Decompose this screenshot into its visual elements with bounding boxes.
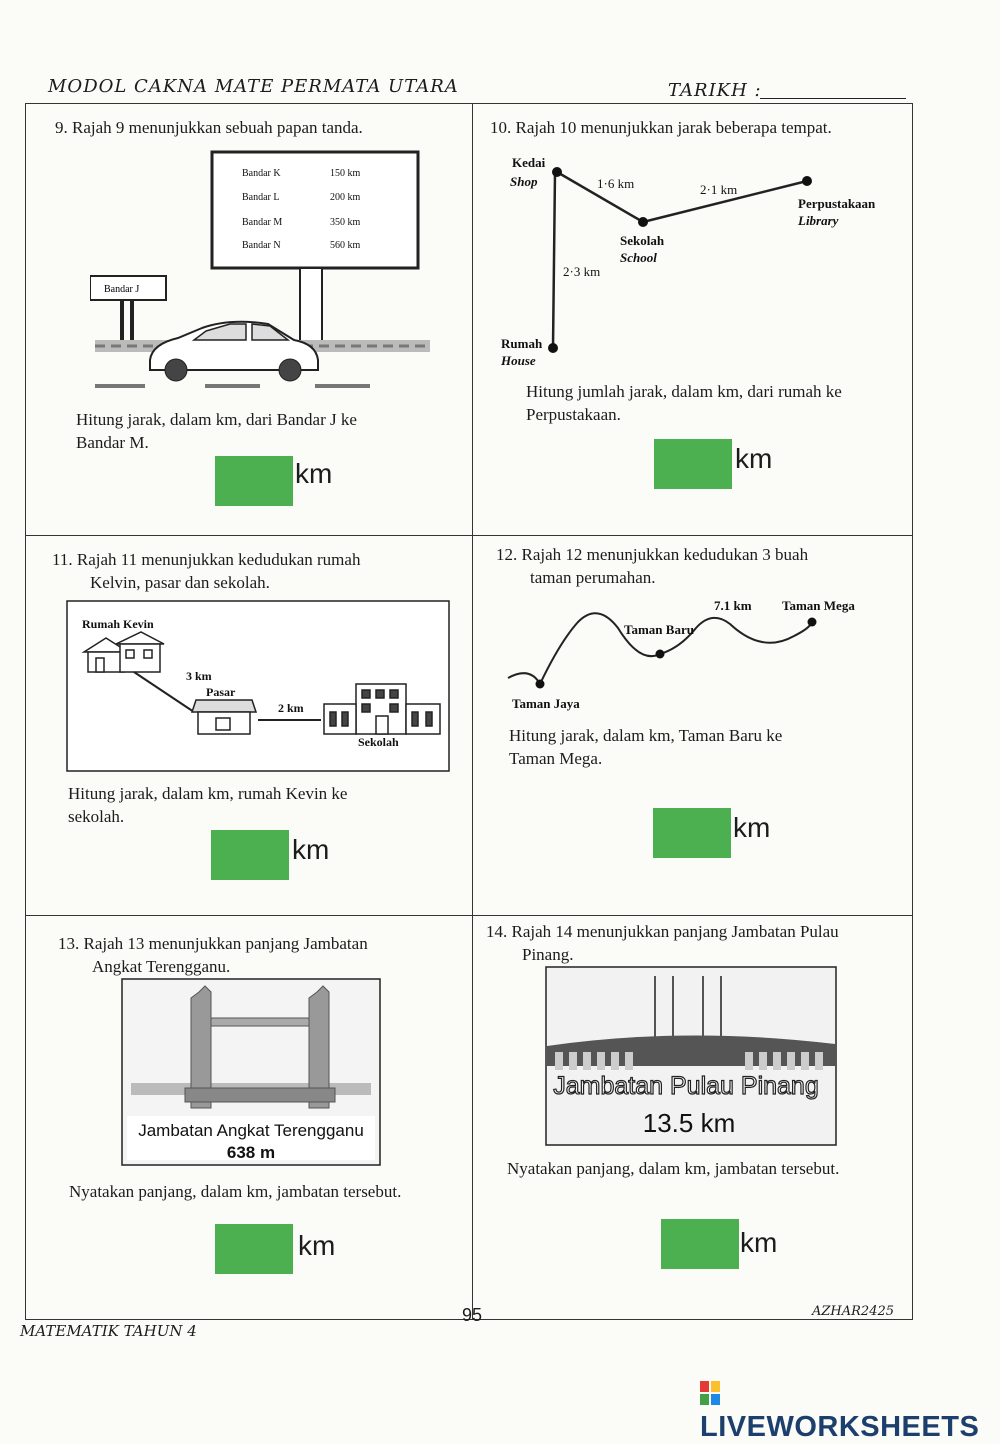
label-taman-baru: Taman Baru <box>624 622 694 637</box>
q10-unit: km <box>735 443 773 474</box>
q14-intro-line1: Rajah 14 menunjukkan panjang Jambatan Pulau <box>511 922 839 941</box>
dist-shop-school: 1·6 km <box>597 176 635 191</box>
label-house-en: House <box>501 353 536 368</box>
q12-unit: km <box>733 812 771 843</box>
market-icon <box>192 700 256 734</box>
q9-number: 9. <box>55 118 68 137</box>
point-taman-mega <box>808 618 817 627</box>
q14-unit: km <box>740 1227 778 1258</box>
q10-route-diagram <box>495 150 895 375</box>
big-sign-post <box>300 268 322 346</box>
sign-town-m: Bandar M <box>242 217 283 228</box>
q13-intro-line2: Angkat Terengganu. <box>92 957 231 976</box>
q14-question: Nyatakan panjang, dalam km, jambatan tersebut. <box>507 1159 840 1178</box>
q9-question-line1: Hitung jarak, dalam km, dari Bandar J ke <box>76 410 357 429</box>
label-shop-ms: Kedai <box>512 155 546 170</box>
q11-question <box>68 782 347 828</box>
label-library-ms: Perpustakaan <box>798 196 876 211</box>
q13-answer-input[interactable] <box>215 1224 293 1274</box>
sign-dist-n: 560 km <box>330 240 361 251</box>
q12-intro-line2: taman perumahan. <box>530 568 656 587</box>
point-taman-jaya <box>536 680 545 689</box>
dist-market-school: 2 km <box>278 701 304 715</box>
q11-unit: km <box>292 834 330 865</box>
q10-intro-text: Rajah 10 menunjukkan jarak beberapa tempat. <box>515 118 832 137</box>
q12-intro <box>496 543 808 589</box>
sign-town-k: Bandar K <box>242 168 281 179</box>
worksheet-title: MODOL CAKNA MATE PERMATA UTARA <box>48 76 459 97</box>
label-house-ms: Rumah <box>501 336 543 351</box>
q11-answer-input[interactable] <box>211 830 289 880</box>
q10-number: 10. <box>490 118 512 137</box>
q11-intro <box>52 548 360 594</box>
q10-question-line1: Hitung jumlah jarak, dalam km, dari rumah ke <box>526 382 842 401</box>
q13-question: Nyatakan panjang, dalam km, jambatan tersebut. <box>69 1182 402 1201</box>
q12-question-line1: Hitung jarak, dalam km, Taman Baru ke <box>509 726 783 745</box>
q14-caption: Jambatan Pulau Pinang <box>553 1072 819 1100</box>
q10-question-line2: Perpustakaan. <box>526 405 621 424</box>
label-taman-mega: Taman Mega <box>782 598 855 613</box>
label-school-ms: Sekolah <box>620 233 665 248</box>
sign-dist-k: 150 km <box>330 168 361 179</box>
date-line <box>760 98 906 99</box>
q11-question-line1: Hitung jarak, dalam km, rumah Kevin ke <box>68 784 348 803</box>
q10-question <box>526 380 842 426</box>
liveworksheets-logo-icon <box>700 1381 722 1407</box>
q9-intro <box>55 116 363 139</box>
q12-number: 12. <box>496 545 518 564</box>
label-sekolah: Sekolah <box>358 735 399 749</box>
q12-question-line2: Taman Mega. <box>509 749 603 768</box>
point-school <box>638 217 648 227</box>
point-shop <box>552 167 562 177</box>
q11-number: 11. <box>52 550 73 569</box>
grid-divider-row2 <box>25 915 913 916</box>
q11-question-line2: sekolah. <box>68 807 125 826</box>
sign-town-l: Bandar L <box>242 192 280 203</box>
q11-intro-line1: Rajah 11 menunjukkan kedudukan rumah <box>76 550 361 569</box>
label-library-en: Library <box>798 213 839 228</box>
sign-town-n: Bandar N <box>242 240 281 251</box>
q13-caption: Jambatan Angkat Terengganu <box>138 1121 364 1140</box>
brand-name: LIVEWORKSHEETS <box>700 1411 980 1443</box>
q9-answer-input[interactable] <box>215 456 293 506</box>
q13-intro-line1: Rajah 13 menunjukkan panjang Jambatan <box>83 934 368 953</box>
small-sign-text: Bandar J <box>104 284 140 295</box>
grid-divider-vertical <box>472 103 473 1320</box>
q10-answer-input[interactable] <box>654 439 732 489</box>
q9-signboard-diagram <box>90 148 435 396</box>
sign-dist-m: 350 km <box>330 217 361 228</box>
q9-question <box>76 408 357 454</box>
point-taman-baru <box>656 650 665 659</box>
q14-intro <box>486 920 839 966</box>
q9-question-line2: Bandar M. <box>76 433 149 452</box>
q9-intro-text: Rajah 9 menunjukkan sebuah papan tanda. <box>72 118 363 137</box>
dist-house-shop: 2·3 km <box>563 264 601 279</box>
footer-subject: MATEMATIK TAHUN 4 <box>20 1322 197 1340</box>
sign-dist-l: 200 km <box>330 192 361 203</box>
q13-number: 13. <box>58 934 80 953</box>
date-label: TARIKH : <box>668 80 762 101</box>
dist-house-market: 3 km <box>186 669 212 683</box>
label-shop-en: Shop <box>510 174 538 189</box>
q13-unit: km <box>298 1230 336 1261</box>
q14-number: 14. <box>486 922 508 941</box>
dist-school-library: 2·1 km <box>700 182 738 197</box>
grid-divider-row1 <box>25 535 913 536</box>
q9-unit: km <box>295 458 333 489</box>
label-school-en: School <box>620 250 657 265</box>
q13-length: 638 m <box>226 1143 276 1162</box>
q10-intro <box>490 116 832 139</box>
page-number: 95 <box>462 1305 483 1325</box>
car-icon <box>150 322 318 381</box>
q12-intro-line1: Rajah 12 menunjukkan kedudukan 3 buah <box>521 545 809 564</box>
q13-bridge-photo <box>121 978 381 1166</box>
brand-logo[interactable] <box>700 1378 1000 1444</box>
point-library <box>802 176 812 186</box>
q14-answer-input[interactable] <box>661 1219 739 1269</box>
route-house-shop <box>553 172 555 348</box>
footer-author: AZHAR2425 <box>812 1304 895 1319</box>
q12-road-diagram <box>500 592 875 717</box>
q11-map-diagram <box>66 600 450 772</box>
point-house <box>548 343 558 353</box>
label-taman-jaya: Taman Jaya <box>512 696 580 711</box>
q11-intro-line2: Kelvin, pasar dan sekolah. <box>90 573 270 592</box>
dist-baru-mega: 7.1 km <box>714 598 752 613</box>
label-rumah-kevin: Rumah Kevin <box>82 617 154 631</box>
q13-intro <box>58 932 368 978</box>
q14-bridge-photo <box>545 966 837 1146</box>
q12-answer-input[interactable] <box>653 808 731 858</box>
q14-intro-line2: Pinang. <box>522 945 574 964</box>
label-pasar: Pasar <box>206 685 236 699</box>
q12-question <box>509 724 782 770</box>
q14-length: 13.5 km <box>642 1108 736 1138</box>
